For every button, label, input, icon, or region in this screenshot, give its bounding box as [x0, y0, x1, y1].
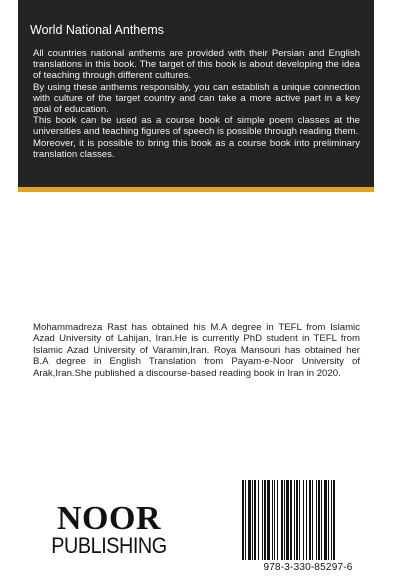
barcode-bar — [333, 480, 335, 560]
logo-publishing-text: PUBLISHING — [51, 533, 167, 558]
barcode-bar — [296, 480, 298, 560]
publisher-logo — [44, 500, 174, 558]
barcode-bar — [248, 480, 251, 560]
barcode-bar — [321, 480, 322, 560]
barcode-bar — [306, 480, 307, 560]
barcode-bar — [274, 480, 275, 560]
barcode-bar — [254, 480, 256, 560]
accent-stripe — [18, 187, 374, 192]
barcode-bar — [303, 480, 304, 560]
logo-noor-text: NOOR — [57, 500, 161, 537]
barcode-bar — [316, 480, 317, 560]
barcode-bar — [245, 480, 246, 560]
barcode-bar — [324, 480, 327, 560]
barcode-bar — [318, 480, 320, 560]
barcode-bar — [252, 480, 253, 560]
barcode-bar — [328, 480, 329, 560]
isbn-barcode — [236, 478, 380, 576]
isbn-number: 978-3-330-85297-6 — [263, 562, 353, 573]
barcode-bar — [294, 480, 295, 560]
barcode-bar — [264, 480, 266, 560]
barcode-bar — [281, 480, 283, 560]
blurb-paragraph: This book can be used as a course book of simple poem classes at the universities and teaching figures of speech is possible through reading them. — [33, 115, 360, 138]
blurb-paragraph: Moreover, it is possible to bring this book as a course book into preliminary translation classes. — [33, 137, 360, 160]
barcode-bar — [331, 480, 332, 560]
barcode-bar — [277, 480, 278, 560]
barcode-bar — [309, 480, 311, 560]
blurb-paragraph: All countries national anthems are provided with their Persian and English translations in this book. The target of this book is about developing the idea of teaching through different cultures. — [33, 48, 360, 82]
barcode-bar — [258, 480, 259, 560]
blurb-paragraph: By using these anthems responsibly, you can establish a unique connection with culture of the target country and can take a more active part in a key goal of education. — [33, 81, 360, 116]
barcode-bar — [262, 480, 263, 560]
barcode-bar — [242, 480, 244, 560]
barcode-bar — [284, 480, 285, 560]
book-title: World National Anthems — [30, 23, 164, 37]
barcode-bars — [242, 480, 374, 560]
barcode-bar — [290, 480, 292, 560]
author-biography: Mohammadreza Rast has obtained his M.A degree in TEFL from Islamic Azad University of Lahijan, Iran.He is currently PhD student in TEFL from Islamic Azad University of Varamin,Iran. Roya Mansouri has obtained her B.A degree in English Translation from Payam-e-Noor University of Arak,Iran.She published a discourse-based reading book in Iran in 2020. — [33, 322, 360, 379]
barcode-bar — [272, 480, 273, 560]
barcode-bar — [286, 480, 289, 560]
barcode-bar — [267, 480, 270, 560]
book-description — [33, 48, 360, 160]
barcode-bar — [312, 480, 313, 560]
barcode-bar — [299, 480, 300, 560]
